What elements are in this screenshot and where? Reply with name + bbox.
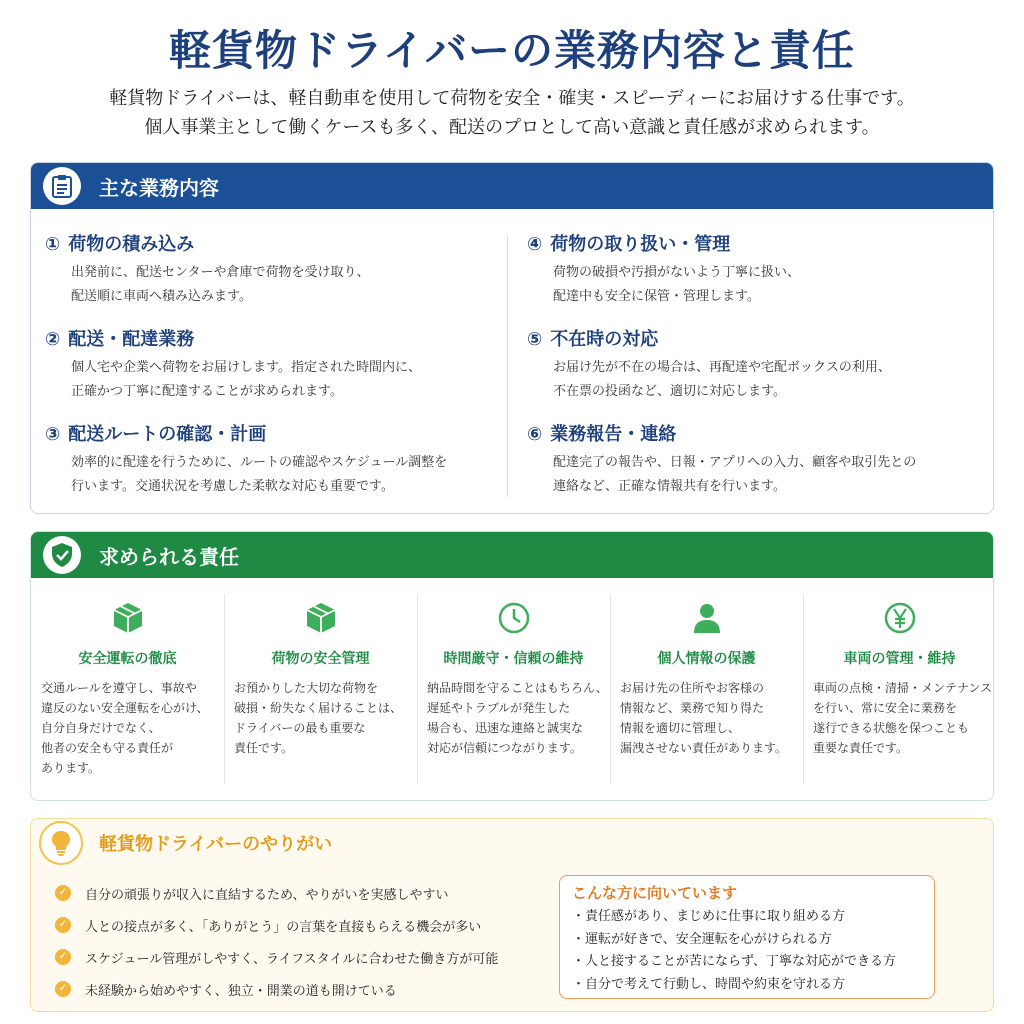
check-icon: ✓ <box>55 949 71 965</box>
box-icon <box>110 600 146 636</box>
duties-section <box>30 162 994 514</box>
duty-text: 効率的に配達を行うために、ルートの確認やスケジュール調整を <box>71 455 448 470</box>
suitable-for-box <box>559 875 935 999</box>
reward-item-text: スケジュール管理がしやすく、ライフスタイルに合わせた働き方が可能 <box>85 951 499 967</box>
responsibility-title: 求められる責任 <box>99 544 239 569</box>
box-icon <box>303 600 339 636</box>
responsibility-text: お届け先の住所やお客様の 情報など、業務で知り得た 情報を適切に管理し、 漏洩させない責任があります。 <box>620 681 788 755</box>
duty-text: 正確かつ丁寧に配達することが求められます。 <box>71 384 343 399</box>
intro-line: 軽貨物ドライバーは、軽自動車を使用して荷物を安全・確実・スピーディーにお届けする仕事です。 <box>109 88 915 109</box>
duties-grid <box>31 209 993 514</box>
clock-icon <box>496 600 532 636</box>
reward-list <box>55 877 555 1005</box>
reward-header <box>31 819 993 867</box>
responsibility-text: お預かりした大切な荷物を 破損・紛失なく届けることは、 ドライバーの最も重要な 責任です。 <box>234 681 403 755</box>
responsibility-card <box>610 592 803 784</box>
duty-number: ⑥ <box>527 424 543 445</box>
responsibility-header <box>31 532 993 578</box>
check-icon: ✓ <box>55 917 71 933</box>
duties-right-column <box>527 231 987 514</box>
duty-title: 配送・配達業務 <box>68 329 195 350</box>
reward-section <box>30 818 994 1012</box>
duty-text: 配送順に車両へ積み込みます。 <box>71 289 252 304</box>
duty-number: ③ <box>45 424 61 445</box>
duty-text: 荷物の破損や汚損がないよう丁寧に扱い、 <box>553 265 801 280</box>
duty-text: 出発前に、配送センターや倉庫で荷物を受け取り、 <box>71 265 370 280</box>
duty-text: 不在票の投函など、適切に対応します。 <box>553 384 786 399</box>
responsibility-card <box>417 592 610 784</box>
duty-title: 業務報告・連絡 <box>550 424 677 445</box>
reward-item-text: 自分の頑張りが収入に直結するため、やりがいを実感しやすい <box>85 887 449 903</box>
duties-left-column <box>45 231 505 514</box>
column-divider <box>507 235 508 497</box>
list-item <box>55 941 555 973</box>
suitable-for-item: ・人と接することが苦にならず、丁寧な対応ができる方 <box>572 954 896 969</box>
person-icon <box>689 600 725 636</box>
duty-text: 行います。交通状況を考慮した柔軟な対応も重要です。 <box>71 479 394 494</box>
responsibility-card <box>31 592 224 784</box>
duty-text: お届け先が不在の場合は、再配達や宅配ボックスの利用、 <box>553 360 891 375</box>
suitable-for-item: ・自分で考えて行動し、時間や約束を守れる方 <box>572 976 846 992</box>
duty-text: 連絡など、正確な情報共有を行います。 <box>553 479 786 494</box>
duty-number: ② <box>45 329 61 350</box>
responsibility-heading: 車両の管理・維持 <box>843 651 956 667</box>
duty-item <box>45 326 505 421</box>
responsibility-heading: 時間厳守・信頼の維持 <box>443 651 584 667</box>
duty-number: ① <box>45 234 61 255</box>
reward-title: 軽貨物ドライバーのやりがい <box>99 834 333 855</box>
duty-number: ⑤ <box>527 329 543 350</box>
duties-title: 主な業務内容 <box>99 175 219 200</box>
duty-title: 荷物の取り扱い・管理 <box>550 234 731 255</box>
duty-title: 荷物の積み込み <box>68 234 195 255</box>
responsibility-text: 交通ルールを遵守し、事故や 違反のない安全運転を心がけ、 自分自身だけでなく、 他者の安全も守る責任が あります。 <box>41 681 209 775</box>
duty-number: ④ <box>527 234 543 255</box>
duty-title: 配送ルートの確認・計画 <box>68 424 267 445</box>
reward-item-text: 人との接点が多く、「ありがとう」の言葉を直接もらえる機会が多い <box>85 919 482 935</box>
suitable-for-item: ・責任感があり、まじめに仕事に取り組める方 <box>572 909 846 924</box>
responsibility-heading: 個人情報の保護 <box>657 651 756 667</box>
responsibility-heading: 荷物の安全管理 <box>271 651 370 667</box>
responsibility-heading: 安全運転の徹底 <box>78 651 177 667</box>
responsibility-text: 車両の点検・清掃・メンテナンス を行い、常に安全に業務を 遂行できる状態を保つことも 重要な責任です。 <box>813 681 993 755</box>
list-item <box>55 909 555 941</box>
suitable-for-title: こんな方に向いています <box>572 884 738 902</box>
duty-title: 不在時の対応 <box>550 329 659 350</box>
check-icon: ✓ <box>55 981 71 997</box>
page-title: 軽貨物ドライバーの業務内容と責任 <box>169 26 855 75</box>
intro-text <box>0 84 1024 142</box>
responsibility-section <box>30 531 994 801</box>
duty-item <box>527 421 987 514</box>
duty-item <box>45 231 505 326</box>
list-item <box>55 877 555 909</box>
duty-item <box>527 326 987 421</box>
clipboard-icon <box>43 167 81 205</box>
intro-line: 個人事業主として働くケースも多く、配送のプロとして高い意識と責任感が求められます。 <box>144 117 880 138</box>
responsibility-card <box>224 592 417 784</box>
list-item <box>55 973 555 1005</box>
reward-item-text: 未経験から始めやすく、独立・開業の道も開けている <box>85 983 397 999</box>
yen-icon <box>882 600 918 636</box>
responsibility-card <box>803 592 994 784</box>
lightbulb-icon <box>39 821 83 865</box>
duty-text: 配達完了の報告や、日報・アプリへの入力、顧客や取引先との <box>553 455 917 470</box>
check-icon: ✓ <box>55 885 71 901</box>
responsibility-text: 納品時間を守ることはもちろん、 遅延やトラブルが発生した 場合も、迅速な連絡と誠実な 対応が信頼につながります。 <box>427 681 608 755</box>
duty-item <box>527 231 987 326</box>
duty-text: 配達中も安全に保管・管理します。 <box>553 289 760 304</box>
responsibility-row <box>31 578 993 801</box>
shield-check-icon <box>43 536 81 574</box>
suitable-for-item: ・運転が好きで、安全運転を心がけられる方 <box>572 931 832 947</box>
duty-item <box>45 421 505 514</box>
duty-text: 個人宅や企業へ荷物をお届けします。指定された時間内に、 <box>71 360 421 375</box>
duties-header <box>31 163 993 209</box>
